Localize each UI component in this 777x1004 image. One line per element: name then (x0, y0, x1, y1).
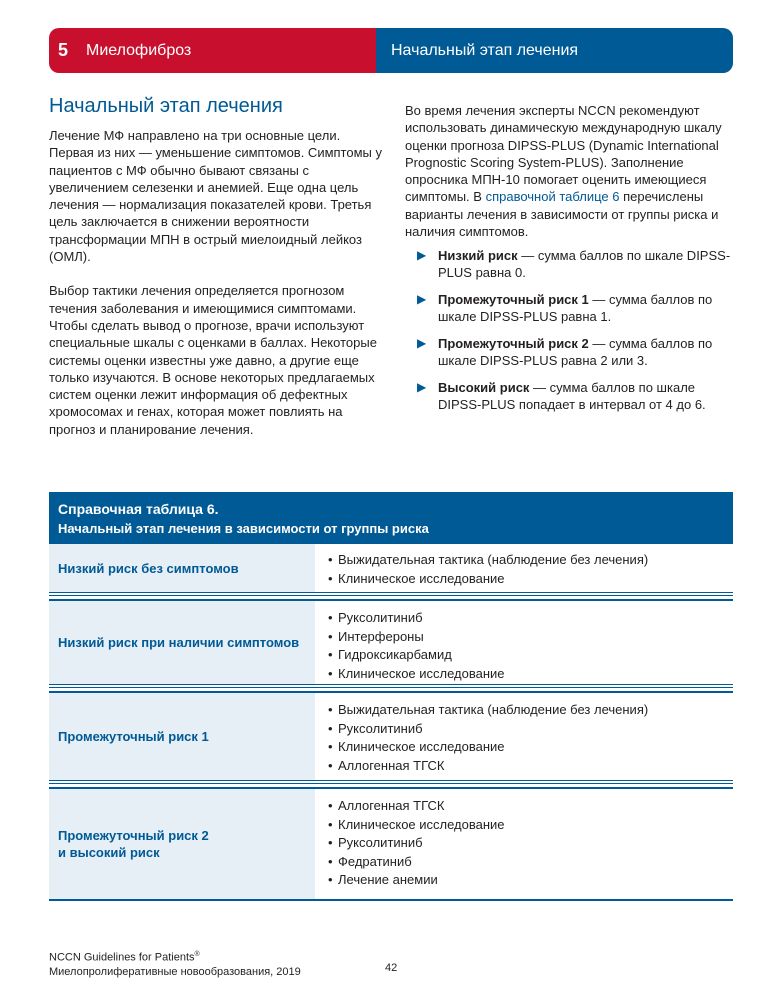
row-items (315, 544, 733, 592)
registered-mark: ® (194, 951, 200, 958)
dipss-intro-tail: перечислены варианты лечения в зависимости от группы риска и наличия симптомов. (405, 189, 719, 240)
risk-name: Низкий риск (438, 248, 518, 264)
paragraph-goals: Лечение МФ направлено на три основные цели. Первая из них — уменьшение симптомов. Симптомы у пациентов с МФ обычно бывают связаны с увеличением селезенки и анемией. Еще одна цель лечения — нормализация показателей крови. Третья цель заключается в снижении вероятности трансформации МПН в острый миелоидный лейкоз (ОМЛ). (49, 128, 382, 265)
risk-text: — сумма баллов по шкале DIPSS-PLUS попадает в интервал от 4 до 6. (438, 380, 706, 413)
list-item: • Аллогенная ТГСК (328, 797, 733, 816)
table-title: Справочная таблица 6. (58, 501, 219, 517)
list-item: • Клиническое исследование (328, 816, 733, 835)
arrow-right-icon: ▶ (417, 380, 427, 395)
chapter-title: Миелофиброз (86, 41, 192, 59)
risk-text: — сумма баллов по шкале DIPSS-PLUS равна 1. (438, 292, 713, 325)
table-row (49, 789, 733, 901)
table-row (49, 693, 733, 784)
list-item: • Выжидательная тактика (наблюдение без лечения) (328, 551, 733, 570)
arrow-right-icon: ▶ (417, 292, 427, 307)
list-item: • Гидроксикарбамид (328, 646, 733, 665)
list-item: • Руксолитиниб (328, 609, 733, 628)
list-item: • Клиническое исследование (328, 665, 733, 684)
paragraph-dipss (405, 102, 735, 240)
risk-list (405, 247, 735, 413)
risk-name: Высокий риск (438, 380, 530, 396)
footer-publication: NCCN Guidelines for Patients (49, 951, 195, 964)
table-row (49, 601, 733, 688)
list-item: • Аллогенная ТГСК (328, 757, 733, 776)
section-title: Начальный этап лечения (49, 95, 283, 117)
risk-text: — сумма баллов по шкале DIPSS-PLUS равна 0. (438, 248, 731, 281)
risk-name: Промежуточный риск 2 (438, 336, 589, 352)
footer (49, 948, 301, 979)
list-item: • Клиническое исследование (328, 570, 733, 589)
list-item (405, 335, 735, 369)
row-items (315, 693, 733, 780)
list-item (405, 247, 735, 281)
paragraph-prognosis: Выбор тактики лечения определяется прогнозом течения заболевания и имеющимися симптомами. Чтобы сделать вывод о прогнозе, врачи используют специальные шкалы с оценками в баллах. Некоторые системы оценки известны уже давно, а другие еще только изучаются. В основе некоторых предлагаемых систем оценки лежит информация об дефектных хромосомах и генах, которая может повлиять на прогноз и планирование лечения. (49, 283, 377, 437)
left-column (49, 95, 384, 438)
chapter-header (49, 28, 733, 73)
list-item: • Руксолитиниб (328, 834, 733, 853)
list-item: • Федратиниб (328, 853, 733, 872)
chapter-tab (49, 28, 376, 73)
row-label-line1: Промежуточный риск 2 (58, 828, 209, 843)
arrow-right-icon: ▶ (417, 336, 427, 351)
risk-name: Промежуточный риск 1 (438, 292, 589, 308)
list-item (405, 291, 735, 325)
table-subtitle: Начальный этап лечения в зависимости от группы риска (58, 521, 429, 536)
row-items (315, 789, 733, 899)
list-item (405, 379, 735, 413)
footer-line2: Миелопролиферативные новообразования, 2019 (49, 965, 301, 978)
row-label-line2: и высокий риск (58, 845, 160, 860)
list-item: • Лечение анемии (328, 871, 733, 890)
row-label (49, 789, 315, 899)
dipss-intro: Во время лечения эксперты NCCN рекомендуют использовать динамическую международную шкалу оценки прогноза DIPSS-PLUS (Dynamic International Prognostic Scoring System-PLUS). Заполнение опросника МПН-10 помогает оценить имеющиеся симптомы. В (405, 103, 722, 205)
list-item: • Руксолитиниб (328, 720, 733, 739)
reference-table-6 (49, 492, 733, 901)
table-header (49, 492, 733, 544)
section-label: Начальный этап лечения (376, 28, 733, 73)
table-row (49, 544, 733, 596)
list-item: • Выжидательная тактика (наблюдение без лечения) (328, 701, 733, 720)
table-6-link[interactable]: справочной таблице 6 (485, 189, 620, 205)
footer-line1 (49, 948, 301, 965)
list-item: • Интерфероны (328, 628, 733, 647)
row-label: Низкий риск при наличии симптомов (49, 601, 315, 684)
chapter-number: 5 (58, 40, 69, 60)
row-label: Низкий риск без симптомов (49, 544, 315, 592)
list-item: • Клиническое исследование (328, 738, 733, 757)
risk-text: — сумма баллов по шкале DIPSS-PLUS равна 2 или 3. (438, 336, 713, 369)
page-number: 42 (385, 962, 398, 974)
right-column (405, 102, 735, 423)
row-items (315, 601, 733, 684)
row-label: Промежуточный риск 1 (49, 693, 315, 780)
arrow-right-icon: ▶ (417, 248, 427, 263)
